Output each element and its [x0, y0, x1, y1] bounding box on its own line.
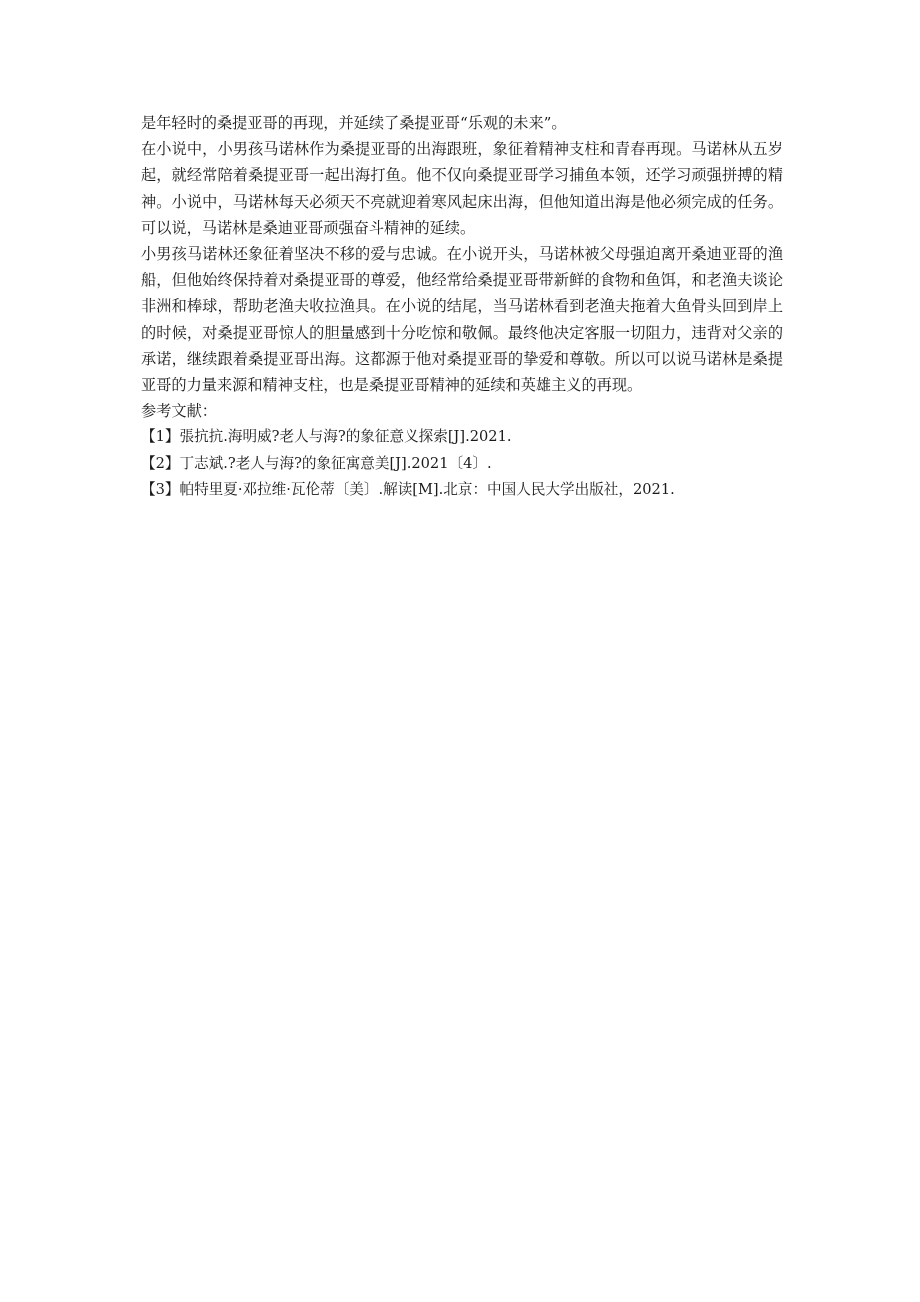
document-body	[141, 110, 783, 503]
reference-item: 【2】丁志斌.?老人与海?的象征寓意美[J].2021〔4〕.	[141, 454, 492, 472]
reference-item: 【1】張抗抗.海明威?老人与海?的象征意义探索[J].2021.	[141, 428, 512, 446]
references-heading: 参考文献：	[141, 402, 217, 421]
reference-item: 【3】帕特里夏·邓拉维·瓦伦蒂〔美〕.解读[M].北京：中国人民大学出版社，2021.	[141, 480, 675, 498]
paragraph-manolin-loyalty: 小男孩马诺林还象征着坚决不移的爱与忠诚。在小说开头，马诺林被父母强迫离开桑迪亚哥的渔船，但他始终保持着对桑提亚哥的尊爱，他经常给桑提亚哥带新鲜的食物和鱼饵，和老渔夫谈论非洲和棒球，帮助老渔夫收拉渔具。在小说的结尾，当马诺林看到老渔夫拖着大鱼骨头回到岸上的时候，对桑提亚哥惊人的胆量感到十分吃惊和敬佩。最终他决定客服一切阻力，违背对父亲的承诺，继续跟着桑提亚哥出海。这都源于他对桑提亚哥的挚爱和尊敬。所以可以说马诺林是桑提亚哥的力量来源和精神支柱，也是桑提亚哥精神的延续和英雄主义的再现。	[141, 245, 783, 395]
paragraph-manolin-companion: 在小说中，小男孩马诺林作为桑提亚哥的出海跟班，象征着精神支柱和青春再现。马诺林从五岁起，就经常陪着桑提亚哥一起出海打鱼。他不仅向桑提亚哥学习捕鱼本领，还学习顽强拼搏的精神。小说中，马诺林每天必须天不亮就迎着寒风起床出海，但他知道出海是他必须完成的任务。可以说，马诺林是桑迪亚哥顽强奋斗精神的延续。	[141, 140, 783, 237]
paragraph-continuation: 是年轻时的桑提亚哥的再现，并延续了桑提亚哥“乐观的未来”。	[141, 114, 567, 132]
references-list	[141, 424, 783, 503]
